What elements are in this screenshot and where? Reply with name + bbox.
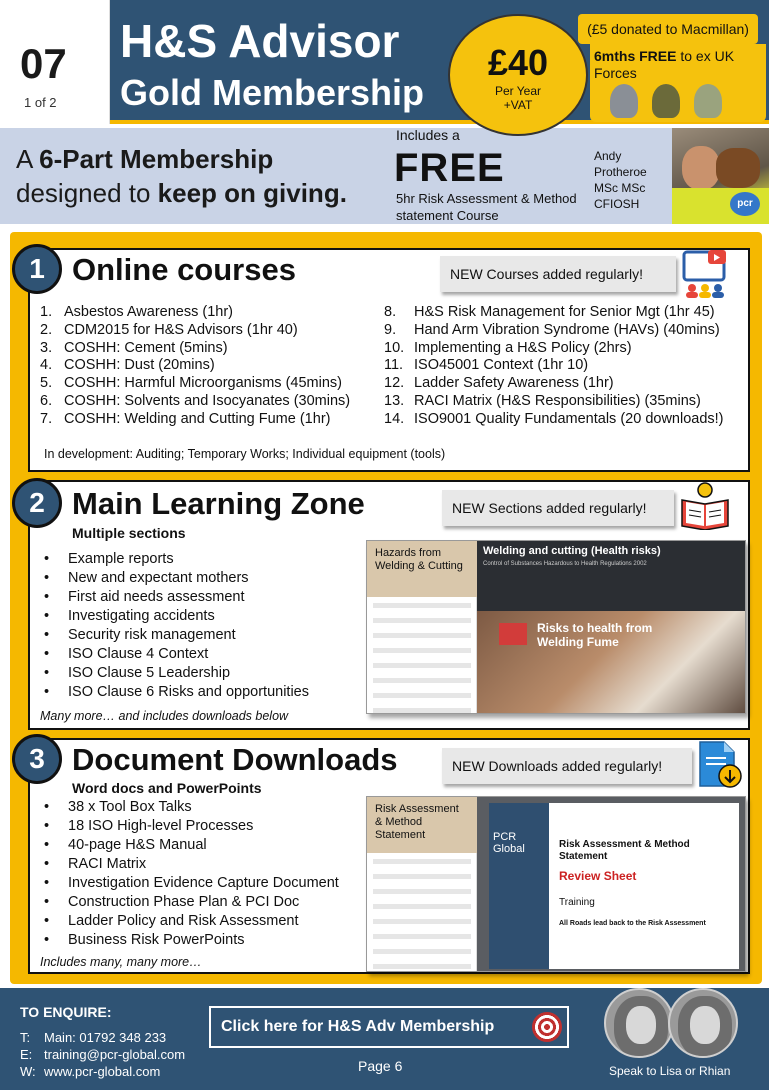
- shot3-sidebar-title: Risk Assessment & Method Statement: [367, 797, 477, 853]
- doc-review-sheet: Review Sheet: [559, 869, 637, 883]
- section-3-title: Document Downloads: [72, 742, 398, 777]
- donation-note: (£5 donated to Macmillan): [578, 14, 758, 44]
- doc-page: [489, 803, 739, 969]
- course-title: RACI Matrix (H&S Responsibilities) (35mins): [414, 392, 701, 409]
- soldier-icon: [652, 84, 680, 118]
- course-item: [384, 357, 724, 375]
- download-item: • 18 ISO High-level Processes: [40, 817, 339, 836]
- doc-page-sidebar: [489, 803, 549, 969]
- airman-icon: [694, 84, 722, 118]
- price-amount: £40: [487, 42, 549, 83]
- shot-sidebar: [367, 541, 477, 713]
- course-number: 4.: [40, 357, 53, 374]
- course-item: [40, 411, 350, 429]
- course-list-right: [384, 304, 724, 429]
- course-title: COSHH: Solvents and Isocyanates (30mins): [64, 392, 351, 409]
- shot-sidebar-lines: [373, 603, 471, 714]
- section-2-number: 2: [12, 478, 62, 528]
- course-list-left: [40, 304, 350, 429]
- course-title: Implementing a H&S Policy (2hrs): [414, 339, 632, 356]
- course-title: COSHH: Cement (5mins): [64, 339, 228, 356]
- price-vat: +VAT: [503, 98, 533, 112]
- section-2-more: Many more… and includes downloads below: [40, 709, 289, 723]
- course-item: [40, 340, 350, 358]
- shot-sidebar-title: Hazards from Welding & Cutting: [367, 541, 477, 597]
- membership-cta-button[interactable]: [209, 1006, 569, 1048]
- presenter-photo: [672, 128, 769, 224]
- section-2-title: Main Learning Zone: [72, 486, 365, 521]
- download-item: • Business Risk PowerPoints: [40, 931, 339, 950]
- download-item: • RACI Matrix: [40, 855, 339, 874]
- forces-offer: [594, 48, 764, 82]
- phone-number[interactable]: Main: 01792 348 233: [44, 1030, 167, 1045]
- course-title: Hand Arm Vibration Syndrome (HAVs) (40mins): [414, 321, 720, 338]
- download-item: • Investigation Evidence Capture Document: [40, 874, 339, 893]
- course-item: [384, 304, 724, 322]
- intro-line-1: [16, 144, 273, 175]
- download-item: • Ladder Policy and Risk Assessment: [40, 912, 339, 931]
- download-item: • 40-page H&S Manual: [40, 836, 339, 855]
- course-number: 12.: [384, 375, 405, 392]
- enquire-heading: TO ENQUIRE:: [20, 1004, 112, 1020]
- learning-zone-item: • New and expectant mothers: [40, 569, 309, 588]
- course-title: ISO45001 Context (1hr 10): [414, 357, 589, 374]
- learning-zone-item: • ISO Clause 4 Context: [40, 645, 309, 664]
- shot-main-title: Welding and cutting (Health risks): [483, 545, 661, 557]
- website-link[interactable]: www.pcr-global.com: [44, 1064, 161, 1079]
- intro-line-1-bold: 6-Part Membership: [39, 144, 274, 174]
- document-download-icon: [692, 740, 746, 790]
- course-number: 2.: [40, 321, 53, 338]
- document-downloads-list: [40, 798, 339, 950]
- presenter-credentials: [594, 148, 647, 212]
- course-number: 11.: [384, 357, 404, 374]
- presenter-cert: CFIOSH: [594, 197, 640, 211]
- doc-brand: PCR Global: [493, 831, 525, 855]
- shot-banner: Risks to health from Welding Fume: [537, 621, 653, 649]
- section-1-number: 1: [12, 244, 62, 294]
- contact-email: [20, 1047, 185, 1062]
- section-1-badge: NEW Courses added regularly!: [440, 256, 676, 292]
- price-badge: [448, 14, 588, 136]
- section-2-subtitle: Multiple sections: [72, 525, 186, 541]
- email-link[interactable]: training@pcr-global.com: [44, 1047, 186, 1062]
- pilot-icon: [610, 84, 638, 118]
- speak-to-label: Speak to Lisa or Rhian: [609, 1064, 731, 1078]
- section-number-panel: [0, 0, 110, 124]
- course-title: COSHH: Dust (20mins): [64, 357, 215, 374]
- course-title: Ladder Safety Awareness (1hr): [414, 375, 614, 392]
- forces-icons: [610, 84, 722, 118]
- learning-zone-item: • Security risk management: [40, 626, 309, 645]
- shot-main-panel: [477, 541, 745, 713]
- course-item: [384, 375, 724, 393]
- course-title: ISO9001 Quality Fundamentals (20 downloads!): [414, 410, 724, 427]
- page-title: H&S Advisor: [120, 15, 400, 67]
- course-item: [40, 393, 350, 411]
- forces-offer-bold: 6mths FREE: [594, 48, 677, 64]
- course-title: COSHH: Welding and Cutting Fume (1hr): [64, 410, 331, 427]
- download-item: • 38 x Tool Box Talks: [40, 798, 339, 817]
- page-of-indicator: 1 of 2: [24, 95, 57, 110]
- shot3-sidebar-lines: [373, 859, 471, 972]
- course-number: 14.: [384, 410, 405, 427]
- course-number: 3.: [40, 339, 53, 356]
- intro-line-2-bold: keep on giving.: [157, 178, 347, 208]
- course-item: [40, 322, 350, 340]
- section-1-title: Online courses: [72, 252, 296, 287]
- presenter-surname: Protheroe: [594, 165, 647, 179]
- presenter-first-name: Andy: [594, 149, 622, 163]
- intro-line-2-text: designed to: [16, 178, 158, 208]
- target-icon: [532, 1012, 562, 1042]
- learning-zone-item: • ISO Clause 6 Risks and opportunities: [40, 683, 309, 702]
- phone-key: T:: [20, 1030, 31, 1045]
- course-number: 7.: [40, 410, 53, 427]
- page-subtitle: Gold Membership: [120, 72, 425, 113]
- download-item: • Construction Phase Plan & PCI Doc: [40, 893, 339, 912]
- course-item: [384, 411, 724, 429]
- learning-zone-list: [40, 550, 309, 702]
- presenter-quals: MSc MSc: [594, 181, 646, 195]
- dog-image: [716, 148, 760, 188]
- email-key: E:: [20, 1047, 33, 1062]
- web-key: W:: [20, 1064, 36, 1079]
- learning-zone-item: • Example reports: [40, 550, 309, 569]
- avatar-lisa: [604, 988, 674, 1058]
- course-title: Asbestos Awareness (1hr): [64, 304, 233, 320]
- doc-title: Risk Assessment & Method Statement: [559, 839, 690, 862]
- course-title: CDM2015 for H&S Advisors (1hr 40): [64, 321, 298, 338]
- course-item: [384, 322, 724, 340]
- course-item: [40, 375, 350, 393]
- learning-zone-item: • First aid needs assessment: [40, 588, 309, 607]
- course-number: 8.: [384, 304, 397, 320]
- course-item: [384, 393, 724, 411]
- course-number: 5.: [40, 375, 53, 392]
- contact-phone: [20, 1030, 166, 1045]
- page-number: Page 6: [358, 1058, 403, 1074]
- section-3-subtitle: Word docs and PowerPoints: [72, 780, 262, 796]
- includes-label: Includes a: [396, 127, 460, 143]
- course-number: 6.: [40, 392, 53, 409]
- course-number: 13.: [384, 392, 405, 409]
- learning-zone-screenshot: [366, 540, 746, 714]
- intro-band: [0, 128, 769, 224]
- presenter-face: [682, 146, 720, 190]
- free-course-description: 5hr Risk Assessment & Method statement Course: [396, 191, 577, 223]
- pcr-logo-icon: [499, 623, 527, 645]
- document-screenshot: [366, 796, 746, 972]
- avatar-rhian: [668, 988, 738, 1058]
- section-3-more: Includes many, many more…: [40, 955, 202, 969]
- shot3-sidebar: [367, 797, 477, 971]
- course-number: 10.: [384, 339, 405, 356]
- course-item: [40, 304, 350, 322]
- course-title: H&S Risk Management for Senior Mgt (1hr 45): [414, 304, 715, 320]
- doc-training: Training: [559, 897, 595, 908]
- in-development-note: In development: Auditing; Temporary Works; Individual equipment (tools): [44, 447, 446, 461]
- contact-web: [20, 1064, 160, 1079]
- shot3-main-panel: [477, 797, 745, 971]
- course-item: [40, 357, 350, 375]
- shot-main-subtitle: Control of Substances Hazardous to Health Regulations 2002: [483, 561, 647, 567]
- course-number: 1.: [40, 304, 53, 320]
- free-label: FREE: [394, 146, 505, 190]
- section-3-number: 3: [12, 734, 62, 784]
- membership-cta-label: Click here for H&S Adv Membership: [221, 1018, 495, 1035]
- learning-zone-item: • Investigating accidents: [40, 607, 309, 626]
- course-number: 9.: [384, 321, 397, 338]
- intro-line-1-text: A: [16, 144, 40, 174]
- vest-logo: pcr: [730, 192, 760, 216]
- price-period: Per Year: [494, 84, 542, 98]
- course-item: [384, 340, 724, 358]
- course-title: COSHH: Harmful Microorganisms (45mins): [64, 375, 342, 392]
- doc-roads: All Roads lead back to the Risk Assessment: [559, 920, 706, 927]
- forces-offer-rest: to ex UK Forces: [594, 48, 735, 81]
- brochure-number: 07: [20, 40, 67, 87]
- learning-zone-item: • ISO Clause 5 Leadership: [40, 664, 309, 683]
- section-2-badge: NEW Sections added regularly!: [442, 490, 674, 526]
- book-idea-icon: [678, 480, 732, 530]
- intro-line-2: [16, 178, 347, 209]
- video-course-icon: [678, 250, 732, 300]
- section-3-badge: NEW Downloads added regularly!: [442, 748, 692, 784]
